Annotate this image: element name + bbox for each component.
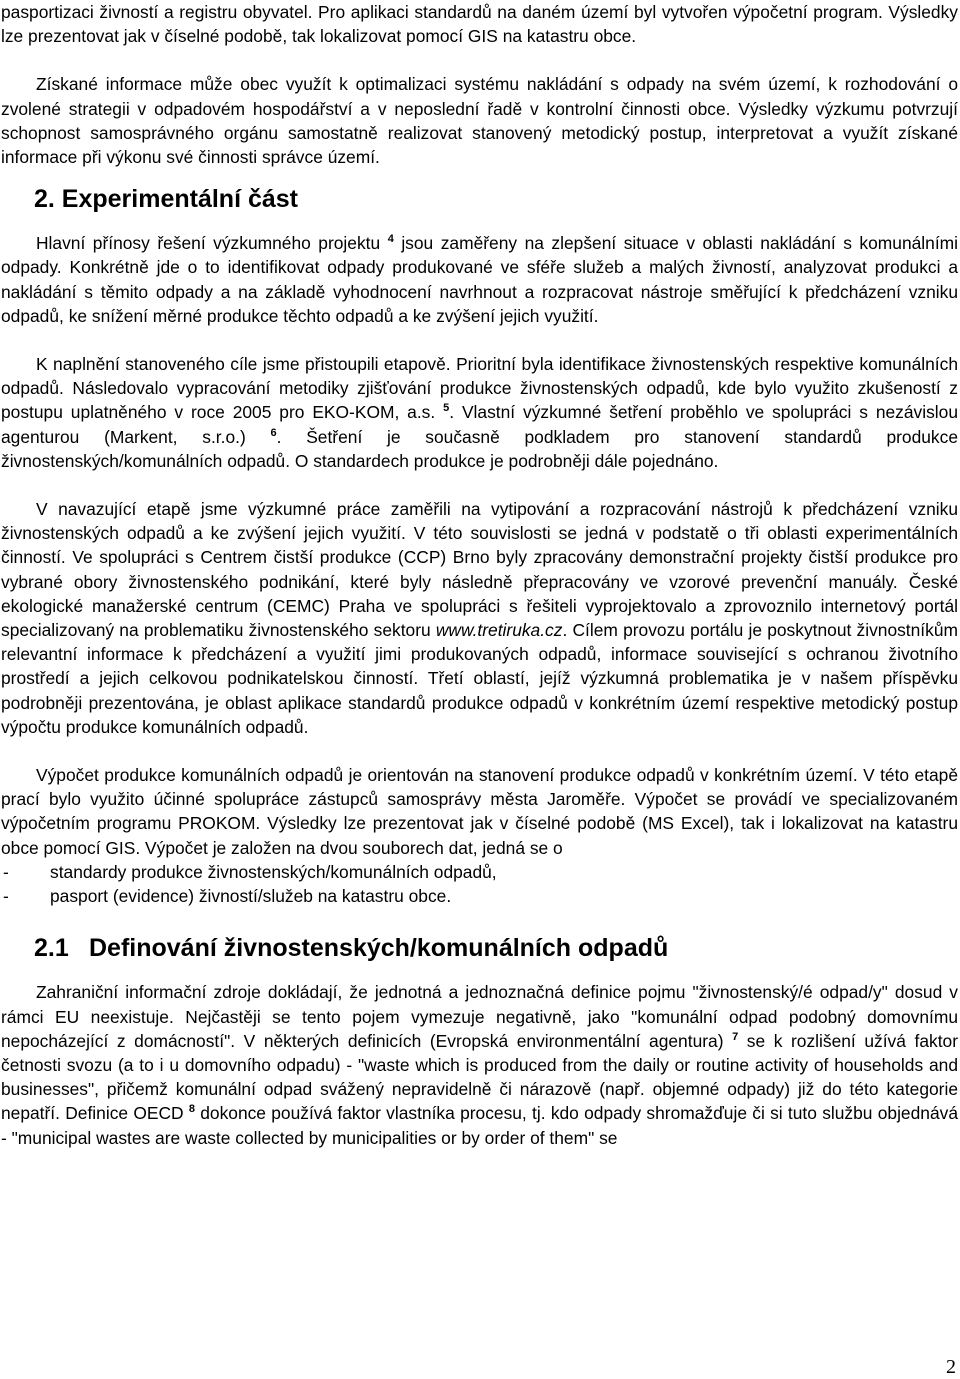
subsection-number: 2.1 [34, 934, 69, 963]
paragraph-intro-continuation: pasportizaci živností a registru obyvatel. Pro aplikaci standardů na daném území byl vytvořen výpočetní program. Výsledky lze prezentovat jak v číselné podobě, tak lokalizovat pomocí GIS na katastru obce. [1, 2, 958, 47]
list-dash: - [3, 861, 9, 882]
text-run: . Vlastní výzkumné šetření proběhlo ve spolupráci s nezávislou agenturou (Markent, s.r.o.) [1, 402, 958, 447]
text-run: K naplnění stanoveného cíle jsme přistoupili etapově. Prioritní byla identifikace živnostenských respektive komunálních odpadů. Následovalo vypracování metodiky zjišťování produkce živnostenských odpadů, kde bylo využito zkušeností z postupu uplatněného v roce 2005 pro EKO-KOM, a.s. [1, 354, 958, 423]
list-dash: - [3, 886, 9, 907]
page-number: 2 [946, 1356, 956, 1378]
list-item [1, 884, 958, 908]
paragraph-definitions [1, 980, 958, 1149]
text-run: . Cílem provozu portálu je poskytnout živnostníkům relevantní informace k předcházení a využití jimi produkovaných odpadů, informace související s ochranou životního prostředí a jejich celkovou podnikatelskou činností. Třetí oblastí, jejíž výzkumná problematika je v našem příspěvku podrobněji prezentována, je oblast aplikace standardů produkce odpadů v konkrétním území respektive metodický postup výpočtu produkce komunálních odpadů. [1, 620, 958, 737]
text-run: jsou zaměřeny na zlepšení situace v oblasti nakládání s komunálními odpady. Konkrétně jde o to identifikovat odpady produkované ve sféře služeb a malých živností, analyzovat produkci a nakládání s těmito odpady a na základě vyhodnocení navrhnout a rozpracovat nástroje směřující k předcházení vzniku odpadů, ke snížení měrné produkce těchto odpadů a ke zvýšení jejich využití. [1, 233, 959, 326]
footnote-ref: 4 [387, 233, 394, 246]
portal-url: www.tretiruka.cz [435, 620, 563, 641]
subsection-heading-definition [1, 933, 958, 963]
document-page [1, 0, 958, 1150]
list-item-text: standardy produkce živnostenských/komunálních odpadů, [50, 861, 497, 882]
text-run: Zahraniční informační zdroje dokládají, že jednotná a jednoznačná definice pojmu "živnostenský/é odpad/y" dosud v rámci EU neexistuje. Nejčastěji se tento pojem vymezuje negativně, jako "komunální odpad podobný domovnímu nepocházející z domácností". V některých definicích (Evropská environmentální agentura) [1, 982, 958, 1051]
section-heading-experimental: 2. Experimentální část [34, 185, 299, 214]
text-run: Hlavní přínosy řešení výzkumného projektu [36, 233, 388, 254]
paragraph-municipality-use: Získané informace může obec využít k optimalizaci systému nakládání s odpady na svém území, k rozhodování o zvolené strategii v odpadovém hospodářství a v neposlední řadě v kontrolní činnosti obce. Výsledky výzkumu potvrzují schopnost samosprávného orgánu samostatně realizovat stanovený metodický postup, interpretovat a využít získané informace při výkonu své činnosti správce území. [1, 74, 958, 168]
list-item [1, 860, 958, 884]
text-run: . Šetření je současně podkladem pro stanovení standardů produkce živnostenských/komunálních odpadů. O standardech produkce je podrobněji dále pojednáno. [1, 426, 958, 471]
list-item-text: pasport (evidence) živností/služeb na katastru obce. [50, 886, 452, 907]
text-run: dokonce používá faktor vlastníka procesu, tj. kdo odpady shromažďuje či si tuto službu objednává - "municipal wastes are waste collected by municipalities or by order of them" se [1, 1103, 958, 1148]
data-sets-list [1, 860, 958, 908]
footnote-ref: 6 [270, 426, 277, 439]
paragraph-calculation: Výpočet produkce komunálních odpadů je orientován na stanovení produkce odpadů v konkrétním území. V této etapě prací bylo využito účinné spolupráce zástupců samosprávy města Jaroměře. Výpočet se provádí ve specializovaném výpočetním programu PROKOM. Výsledky lze prezentovat jak v číselné podobě (MS Excel), tak i lokalizovat na katastru obce pomocí GIS. Výpočet je založen na dvou souborech dat, jedná se o [1, 765, 958, 858]
footnote-ref: 7 [732, 1030, 739, 1043]
subsection-title: Definování živnostenských/komunálních odpadů [89, 934, 669, 963]
footnote-ref: 5 [443, 402, 450, 415]
text-run: se k rozlišení užívá faktor četnosti svozu (a to i u domovního odpadu) - "waste which is produced from the daily or routine activity of households and businesses", přičemž komunální odpad svážený nepravidelně či nárazově (např. objemné odpady) již do této kategorie nepatří. Definice OECD [1, 1030, 958, 1124]
text-run: V navazující etapě jsme výzkumné práce zaměřili na vytipování a rozpracování nástrojů k předcházení vzniku živnostenských odpadů a ke zvýšení jejich využití. V této souvislosti se jedná v podstatě o tři oblasti experimentálních činností. Ve spolupráci s Centrem čistší produkce (CCP) Brno byly zpracovány demonstrační projekty čistší produkce pro vybrané obory živnostenského podnikání, které byly následně přepracovány ve vzorové prevenční manuály. České ekologické manažerské centrum (CEMC) Praha ve spolupráci s řešiteli vyprojektovalo a zprovoznilo internetový portál specializovaný na problematiku živnostenského sektoru [1, 499, 958, 641]
paragraph-project-benefits [1, 231, 958, 328]
footnote-ref: 8 [188, 1103, 195, 1116]
paragraph-stages [1, 352, 958, 473]
paragraph-follow-up-stage [1, 497, 958, 739]
